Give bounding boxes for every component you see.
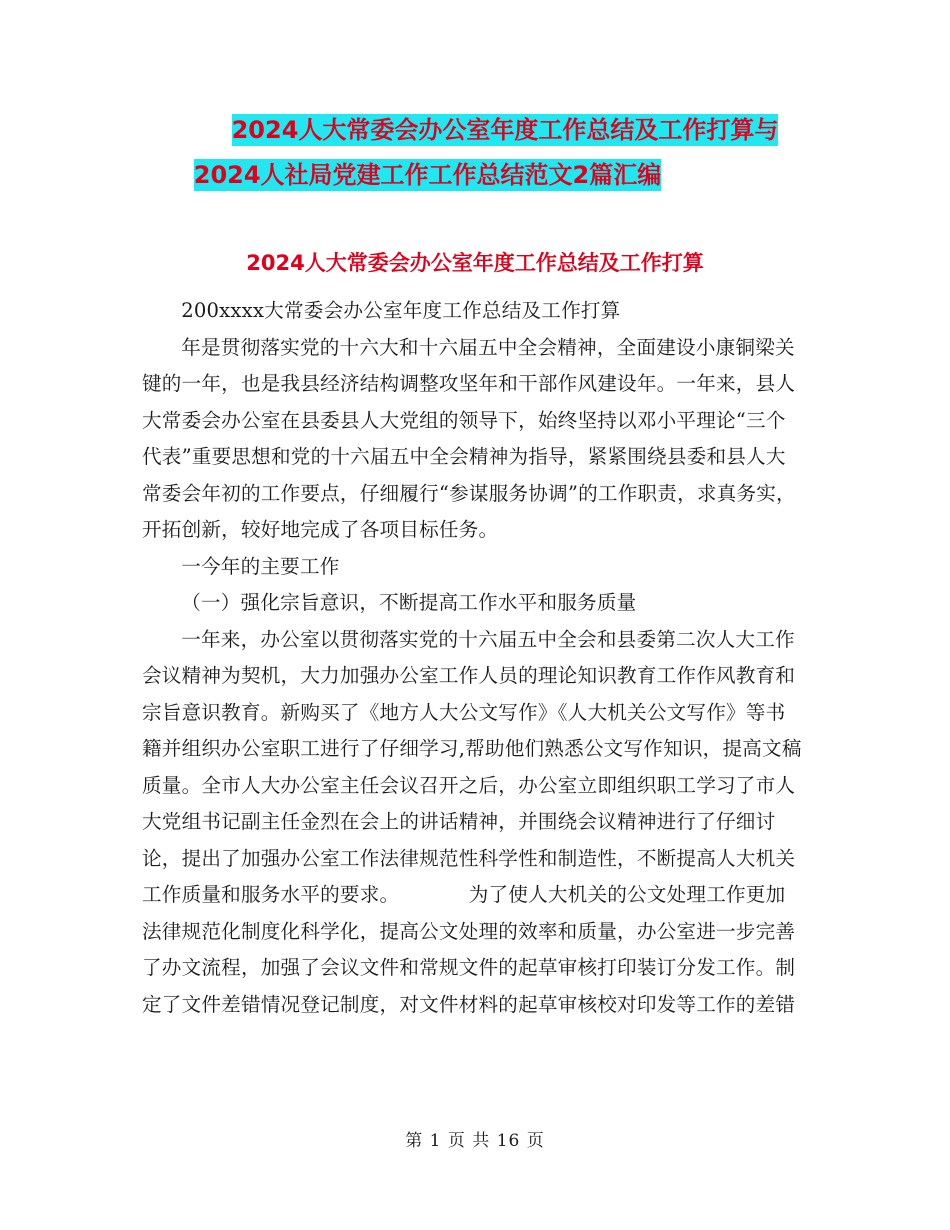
document-body <box>142 293 802 1023</box>
paragraph-heading-section-1: （一）强化宗旨意识，不断提高工作水平和服务质量 <box>181 591 637 614</box>
paragraph-intro: 年是贯彻落实党的十六大和十六届五中全会精神，全面建设小康铜梁关键的一年，也是我县经济结构调整攻坚年和干部作风建设年。一年来，县人大常委会办公室在县委县人大党组的领导下，始终坚持以邓小平理论“三个代表”重要思想和党的十六届五中全会精神为指导，紧紧围绕县委和县人大常委会年初的工作要点，仔细履行“参谋服务协调”的工作职责，求真务实，开拓创新，较好地完成了各项目标任务。 <box>142 335 796 541</box>
document-title-line-1: 2024人大常委会办公室年度工作总结及工作打算与 <box>231 116 779 144</box>
paragraph-heading-main-work: 一今年的主要工作 <box>181 554 340 578</box>
paragraph-body: 一年来，办公室以贯彻落实党的十六届五中全会和县委第二次人大工作会议精神为契机，大力加强办公室工作人员的理论知识教育工作作风教育和宗旨意识教育。新购买了《地方人大公文写作》《人大机关公文写作》等书籍并组织办公室职工进行了仔细学习,帮助他们熟悉公文写作知识，提高文稿质量。全市人大办公室主任会议召开之后，办公室立即组织职工学习了市人大党组书记副主任金烈在会上的讲话精神，并围绕会议精神进行了仔细讨论，提出了加强办公室工作法律规范性科学性和制造性，不断提高人大机关工作质量和服务水平的要求。 为了使人大机关的公文处理工作更加法律规范化制度化科学化，提高公文处理的效率和质量，办公室进一步完善了办文流程，加强了会议文件和常规文件的起草审核打印装订分发工作。制定了文件差错情况登记制度，对文件材料的起草审核校对印发等工作的差错 <box>142 627 802 1016</box>
paragraph-subtitle: 200xxxx大常委会办公室年度工作总结及工作打算 <box>181 299 621 322</box>
page-number: 第 1 页 共 16 页 <box>405 1131 545 1151</box>
section-title: 2024人大常委会办公室年度工作总结及工作打算 <box>246 251 704 275</box>
document-title-line-2: 2024人社局党建工作工作总结范文2篇汇编 <box>193 161 662 189</box>
document-title <box>0 108 950 198</box>
